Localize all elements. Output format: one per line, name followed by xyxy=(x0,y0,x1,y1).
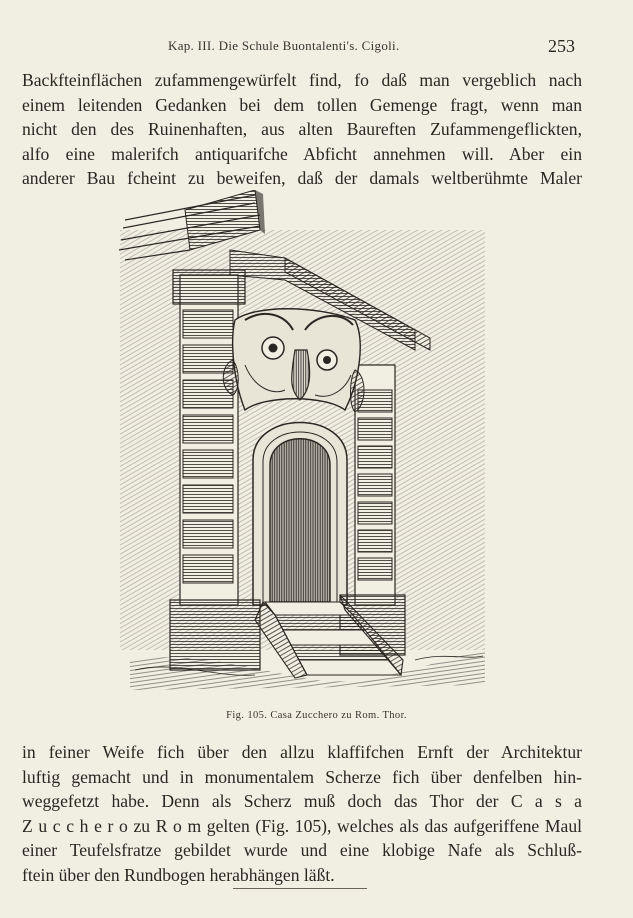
text-line: einem leitenden Gedanken bei dem tollen Gemenge fragt, wenn man xyxy=(22,94,582,115)
text-line: ftein über den Rundbogen herabhängen läßt. xyxy=(22,864,335,885)
text-line: alfo eine malerifch antiquarifche Abficht annehmen will. Aber ein xyxy=(22,143,582,164)
text-line: Z u c c h e r o zu R o m gelten (Fig. 105), welches als das aufgeriffene Maul xyxy=(22,815,582,836)
paragraph-top xyxy=(22,68,582,191)
paragraph-bottom xyxy=(22,740,582,887)
devil-face-mask xyxy=(223,309,364,412)
text-line: in feiner Weife fich über den allzu klaffifchen Ernft der Architektur xyxy=(22,742,582,762)
text-line: einer Teufelsfratze gebildet wurde und eine klobige Nafe als Schluß- xyxy=(22,840,582,860)
text-line: Backfteinflächen zufammengewürfelt find, fo daß man vergeblich nach xyxy=(22,70,582,90)
figure-caption: Fig. 105. Casa Zucchero zu Rom. Thor. xyxy=(226,710,407,721)
text-line: weggefetzt habe. Denn als Scherz muß doch das Thor der C a s a xyxy=(22,791,582,811)
end-rule xyxy=(233,888,367,889)
text-line: nicht den des Ruinenhaften, aus alten Baureften Zufammengeflickten, xyxy=(22,119,582,139)
page-number: 253 xyxy=(548,36,575,56)
running-head: Kap. III. Die Schule Buontalenti's. Cigoli. xyxy=(168,38,400,53)
text-line: anderer Bau fcheint zu beweifen, daß der damals weltberühmte Maler xyxy=(22,168,582,188)
text-line: luftig gemacht und in monumentalem Scherze fich über denfelben hin- xyxy=(22,766,582,787)
page-header xyxy=(0,36,633,58)
figure-engraving-casa-zucchero-portal xyxy=(115,190,490,695)
